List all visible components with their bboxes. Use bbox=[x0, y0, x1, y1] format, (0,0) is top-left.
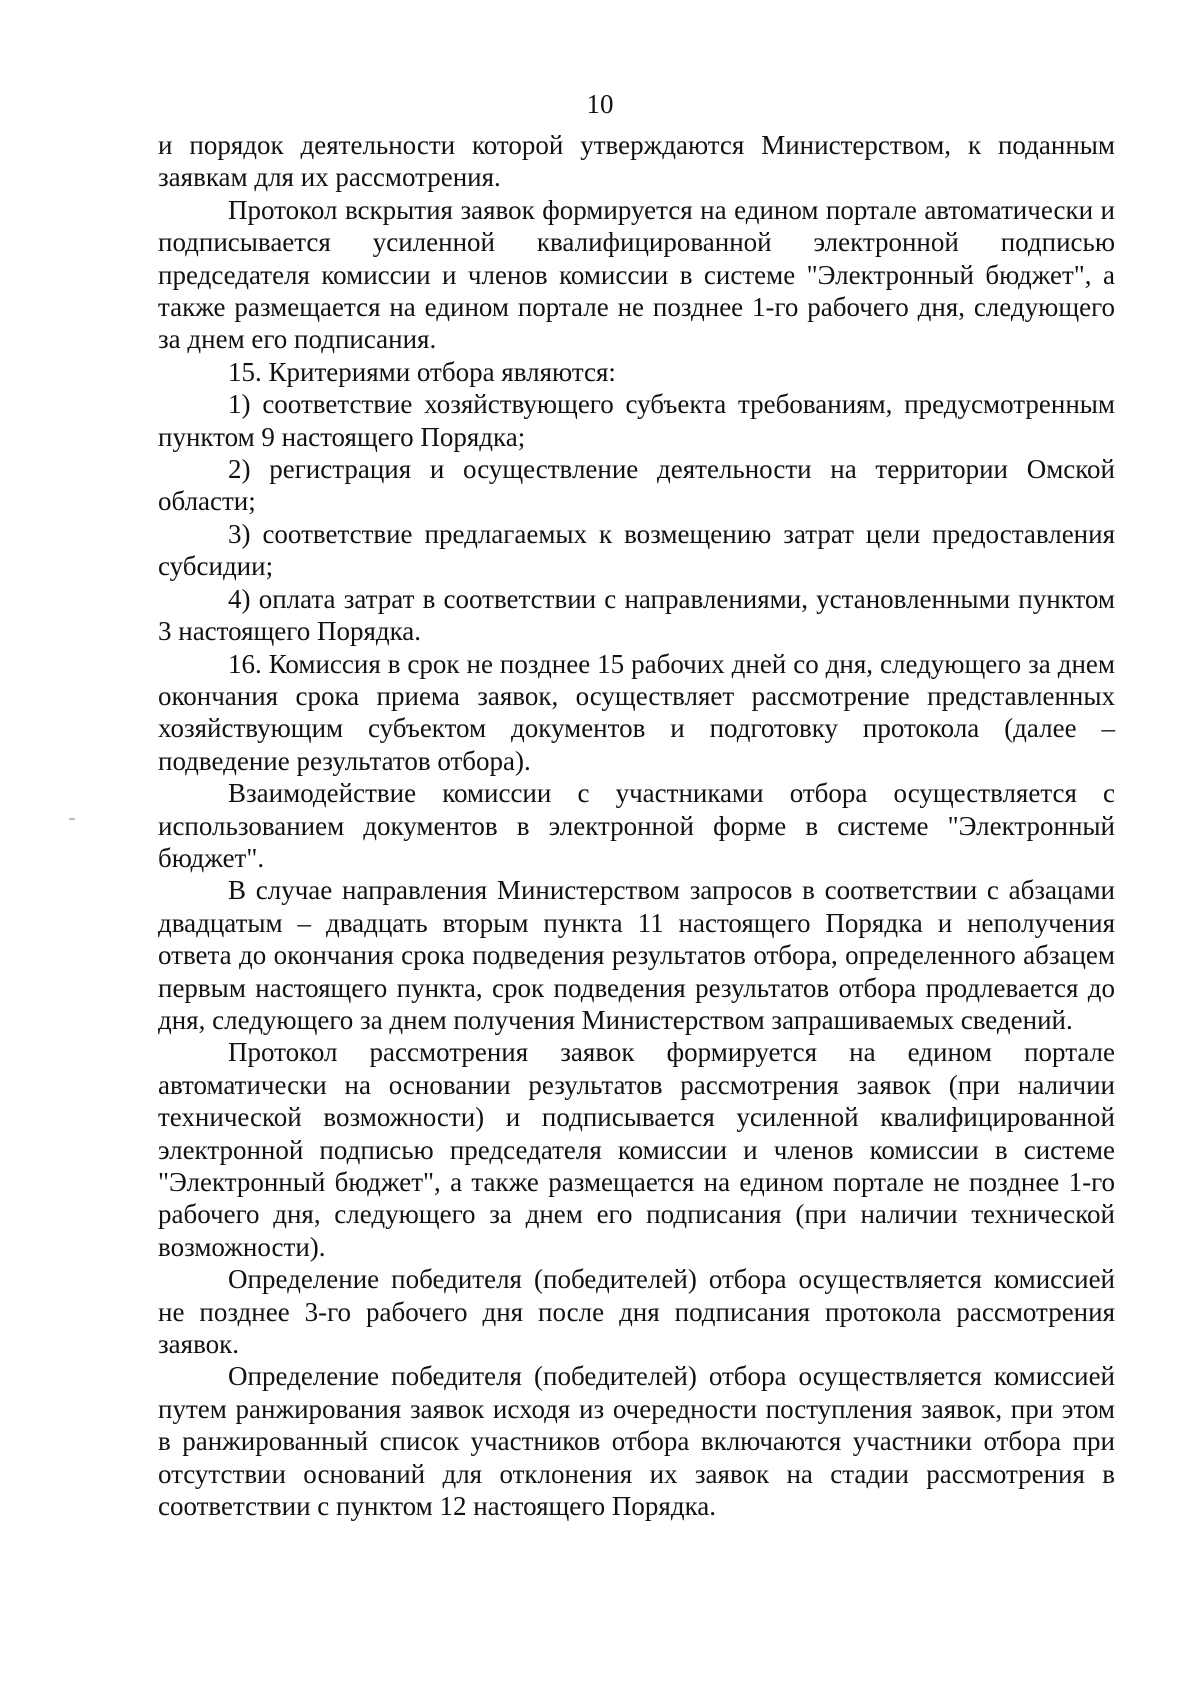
paragraph-opening-protocol: Протокол вскрытия заявок формируется на едином портале автоматически и подписывается усиленной квалифицированной электронной подписью председателя комиссии и членов комиссии в системе "Электронный бюджет", а также размещается на едином портале не позднее 1-го рабочего дня, следующего за днем его подписания. bbox=[158, 194, 1115, 355]
paragraph-clause-16: 16. Комиссия в срок не позднее 15 рабочих дней со дня, следующего за днем окончания срока приема заявок, осуществляет рассмотрение представленных хозяйствующим субъектом документов и подготовку протокола (далее – подведение результатов отбора). bbox=[158, 648, 1115, 776]
paragraph-clause-15: 15. Критериями отбора являются: bbox=[228, 356, 616, 387]
paragraph-requests: В случае направления Министерством запросов в соответствии с абзацами двадцатым – двадцать вторым пункта 11 настоящего Порядка и неполучения ответа до окончания срока подведения результатов отбора, определенного абзацем первым настоящего пункта, срок подведения результатов отбора продлевается до дня, следующего за днем получения Министерством запрашиваемых сведений. bbox=[158, 875, 1115, 1035]
paragraph-review-protocol: Протокол рассмотрения заявок формируется на едином портале автоматически на основании результатов рассмотрения заявок (при наличии технической возможности) и подписывается усиленной квалифицированной электронной подписью председателя комиссии и членов комиссии в системе "Электронный бюджет", а также размещается на едином портале не позднее 1-го рабочего дня, следующего за днем его подписания (при наличии технической возможности). bbox=[158, 1037, 1115, 1262]
paragraph-winner-deadline: Определение победителя (победителей) отбора осуществляется комиссией не позднее 3-го рабочего дня после дня подписания протокола рассмотрения заявок. bbox=[158, 1264, 1115, 1360]
paragraph-continuation: и порядок деятельности которой утверждаются Министерством, к поданным заявкам для их рассмотрения. bbox=[158, 130, 1115, 193]
page-number: 10 bbox=[586, 89, 614, 119]
list-item-criterion-1: 1) соответствие хозяйствующего субъекта требованиям, предусмотренным пунктом 9 настоящего Порядка; bbox=[158, 389, 1115, 452]
document-body bbox=[158, 129, 1115, 1522]
list-item-criterion-3: 3) соответствие предлагаемых к возмещению затрат цели предоставления субсидии; bbox=[158, 518, 1115, 582]
list-item-criterion-2: 2) регистрация и осуществление деятельности на территории Омской области; bbox=[158, 454, 1115, 517]
scan-artifact bbox=[69, 818, 75, 820]
list-item-criterion-4: 4) оплата затрат в соответствии с направлениями, установленными пунктом 3 настоящего Порядка. bbox=[158, 583, 1115, 647]
paragraph-winner-ranking: Определение победителя (победителей) отбора осуществляется комиссией путем ранжирования заявок исходя из очередности поступления заявок, при этом в ранжированный список участников отбора включаются участники отбора при отсутствии оснований для отклонения их заявок на стадии рассмотрения в соответствии с пунктом 12 настоящего Порядка. bbox=[158, 1361, 1115, 1522]
paragraph-interaction: Взаимодействие комиссии с участниками отбора осуществляется с использованием документов в электронной форме в системе "Электронный бюджет". bbox=[158, 778, 1115, 873]
